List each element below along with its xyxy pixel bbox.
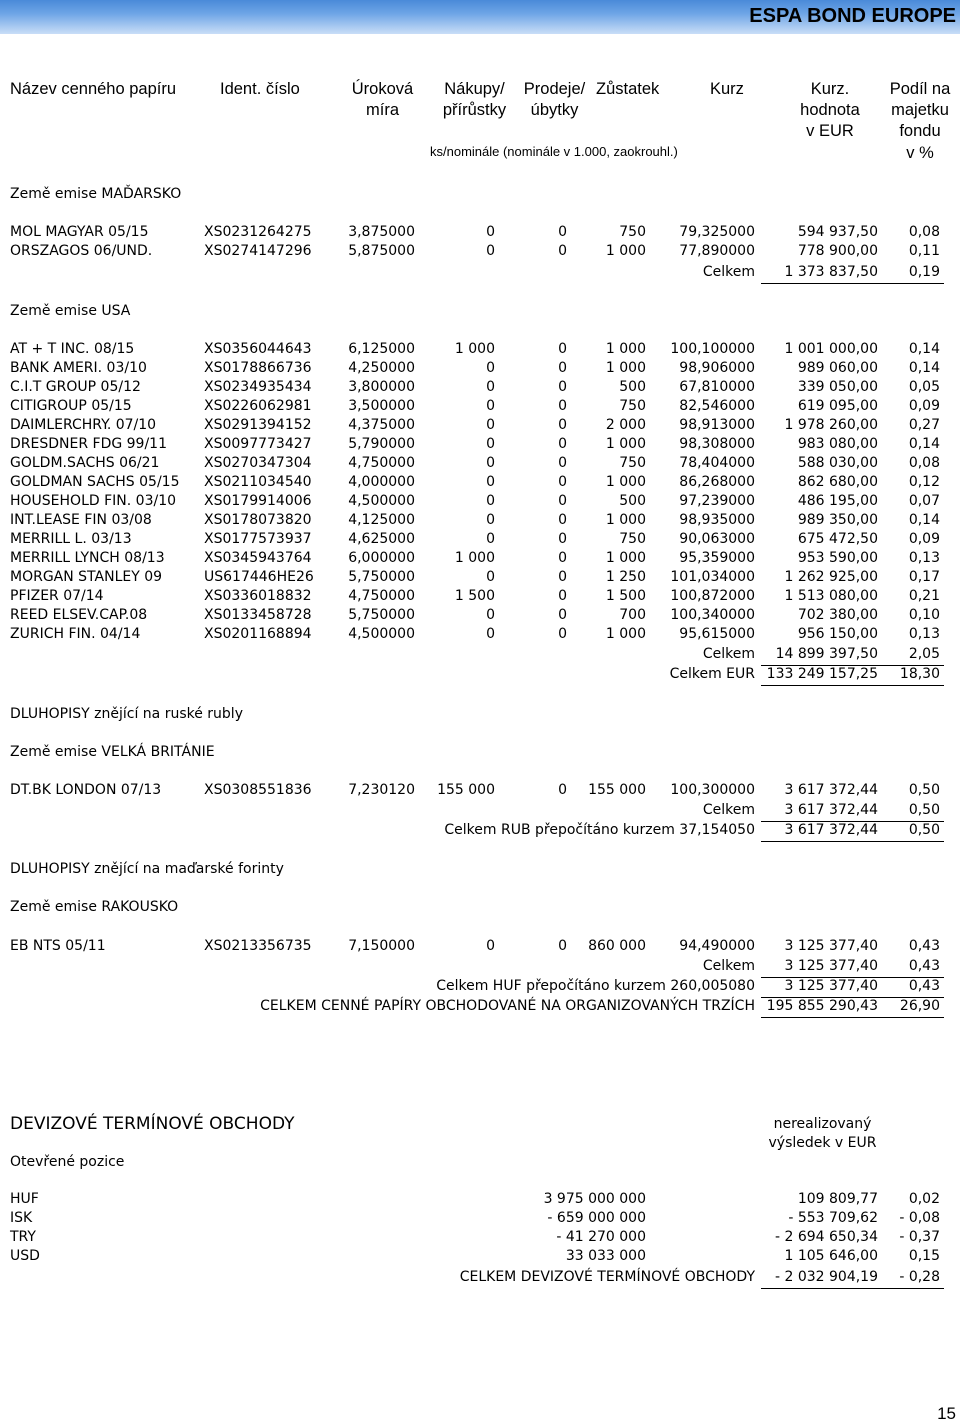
cell-price: 98,906000 bbox=[679, 360, 755, 376]
cell-name: MORGAN STANLEY 09 bbox=[10, 569, 163, 585]
cell-sells: 0 bbox=[558, 243, 567, 259]
fx-cell-share: - 0,37 bbox=[899, 1229, 940, 1245]
cell-value: 3 617 372,44 bbox=[784, 782, 878, 798]
cell-price: 98,935000 bbox=[679, 512, 755, 528]
cell-buys: 0 bbox=[486, 938, 495, 954]
total-label: Celkem RUB přepočítáno kurzem 37,154050 bbox=[444, 822, 755, 838]
cell-sells: 0 bbox=[558, 417, 567, 433]
cell-share: 0,17 bbox=[908, 569, 940, 585]
header-value-1: Kurz. bbox=[810, 80, 850, 98]
fx-cell-result: - 553 709,62 bbox=[788, 1210, 878, 1226]
total-share: 0,19 bbox=[908, 264, 940, 280]
cell-ident: XS0226062981 bbox=[204, 398, 312, 414]
cell-price: 86,268000 bbox=[679, 474, 755, 490]
header-sell-1: Prodeje/ bbox=[523, 80, 586, 98]
cell-name: GOLDMAN SACHS 05/15 bbox=[10, 474, 180, 490]
cell-share: 0,27 bbox=[908, 417, 940, 433]
cell-value: 594 937,50 bbox=[797, 224, 878, 240]
fx-cell-share: 0,02 bbox=[908, 1191, 940, 1207]
section-uk: Země emise VELKÁ BRITÁNIE bbox=[10, 744, 215, 760]
page-number: 15 bbox=[937, 1404, 956, 1423]
fx-cell-share: - 0,08 bbox=[899, 1210, 940, 1226]
cell-buys: 0 bbox=[486, 417, 495, 433]
cell-value: 619 095,00 bbox=[797, 398, 878, 414]
fx-total-share: - 0,28 bbox=[899, 1269, 940, 1285]
cell-ident: XS0270347304 bbox=[204, 455, 312, 471]
cell-value: 588 030,00 bbox=[797, 455, 878, 471]
cell-price: 78,404000 bbox=[679, 455, 755, 471]
cell-name: CITIGROUP 05/15 bbox=[10, 398, 132, 414]
cell-sells: 0 bbox=[558, 455, 567, 471]
cell-rate: 3,500000 bbox=[348, 398, 415, 414]
cell-rate: 3,875000 bbox=[348, 224, 415, 240]
cell-rate: 5,750000 bbox=[348, 569, 415, 585]
cell-rate: 4,750000 bbox=[348, 455, 415, 471]
cell-balance: 2 000 bbox=[605, 417, 646, 433]
cell-sells: 0 bbox=[558, 360, 567, 376]
cell-price: 97,239000 bbox=[679, 493, 755, 509]
cell-name: MERRILL LYNCH 08/13 bbox=[10, 550, 165, 566]
fx-col-header-2: výsledek v EUR bbox=[768, 1135, 877, 1151]
cell-buys: 0 bbox=[486, 493, 495, 509]
cell-price: 100,300000 bbox=[670, 782, 755, 798]
cell-price: 67,810000 bbox=[679, 379, 755, 395]
cell-rate: 6,125000 bbox=[348, 341, 415, 357]
cell-share: 0,43 bbox=[908, 938, 940, 954]
total-share: 18,30 bbox=[899, 666, 940, 682]
cell-ident: XS0178866736 bbox=[204, 360, 312, 376]
cell-balance: 1 000 bbox=[605, 341, 646, 357]
cell-value: 1 001 000,00 bbox=[784, 341, 878, 357]
cell-price: 98,308000 bbox=[679, 436, 755, 452]
cell-balance: 1 000 bbox=[605, 474, 646, 490]
fx-subtitle: Otevřené pozice bbox=[10, 1154, 125, 1170]
cell-price: 95,615000 bbox=[679, 626, 755, 642]
cell-sells: 0 bbox=[558, 607, 567, 623]
cell-sells: 0 bbox=[558, 782, 567, 798]
section-usa: Země emise USA bbox=[10, 303, 131, 319]
cell-share: 0,10 bbox=[908, 607, 940, 623]
cell-name: GOLDM.SACHS 06/21 bbox=[10, 455, 160, 471]
total-underline bbox=[761, 1017, 944, 1018]
cell-ident: XS0201168894 bbox=[204, 626, 312, 642]
cell-buys: 155 000 bbox=[437, 782, 495, 798]
cell-price: 100,872000 bbox=[670, 588, 755, 604]
cell-balance: 1 500 bbox=[605, 588, 646, 604]
cell-share: 0,14 bbox=[908, 341, 940, 357]
header-balance: Zůstatek bbox=[596, 80, 660, 98]
cell-ident: XS0231264275 bbox=[204, 224, 312, 240]
cell-rate: 4,500000 bbox=[348, 493, 415, 509]
total-underline bbox=[761, 283, 944, 284]
fx-cell-currency: HUF bbox=[10, 1191, 39, 1207]
cell-rate: 4,125000 bbox=[348, 512, 415, 528]
cell-share: 0,08 bbox=[908, 224, 940, 240]
header-share-4: v % bbox=[906, 144, 934, 162]
section-austria: Země emise RAKOUSKO bbox=[10, 899, 179, 915]
section-rub-bonds: DLUHOPISY znějící na ruské rubly bbox=[10, 706, 243, 722]
cell-share: 0,13 bbox=[908, 626, 940, 642]
cell-ident: XS0177573937 bbox=[204, 531, 312, 547]
cell-balance: 750 bbox=[619, 531, 646, 547]
cell-balance: 1 000 bbox=[605, 243, 646, 259]
cell-ident: US617446HE26 bbox=[204, 569, 314, 585]
cell-value: 778 900,00 bbox=[797, 243, 878, 259]
cell-share: 0,09 bbox=[908, 531, 940, 547]
fx-total-label: CELKEM DEVIZOVÉ TERMÍNOVÉ OBCHODY bbox=[459, 1269, 755, 1285]
fx-total-value: - 2 032 904,19 bbox=[774, 1269, 878, 1285]
cell-share: 0,08 bbox=[908, 455, 940, 471]
cell-price: 100,100000 bbox=[670, 341, 755, 357]
cell-balance: 500 bbox=[619, 379, 646, 395]
cell-sells: 0 bbox=[558, 531, 567, 547]
cell-share: 0,12 bbox=[908, 474, 940, 490]
cell-balance: 1 000 bbox=[605, 436, 646, 452]
cell-rate: 4,375000 bbox=[348, 417, 415, 433]
cell-share: 0,14 bbox=[908, 360, 940, 376]
cell-value: 956 150,00 bbox=[797, 626, 878, 642]
header-rate-1: Úroková bbox=[351, 80, 414, 98]
cell-buys: 0 bbox=[486, 607, 495, 623]
cell-value: 1 513 080,00 bbox=[784, 588, 878, 604]
cell-sells: 0 bbox=[558, 569, 567, 585]
cell-name: HOUSEHOLD FIN. 03/10 bbox=[10, 493, 177, 509]
total-share: 26,90 bbox=[899, 998, 940, 1014]
cell-sells: 0 bbox=[558, 938, 567, 954]
cell-price: 90,063000 bbox=[679, 531, 755, 547]
cell-name: AT + T INC. 08/15 bbox=[10, 341, 135, 357]
cell-sells: 0 bbox=[558, 379, 567, 395]
fx-cell-currency: TRY bbox=[10, 1229, 36, 1245]
fx-cell-nominal: 33 033 000 bbox=[565, 1248, 646, 1264]
cell-rate: 6,000000 bbox=[348, 550, 415, 566]
total-value: 14 899 397,50 bbox=[775, 646, 878, 662]
fx-cell-nominal: - 41 270 000 bbox=[556, 1229, 646, 1245]
cell-value: 675 472,50 bbox=[797, 531, 878, 547]
total-value: 3 125 377,40 bbox=[784, 978, 878, 994]
cell-ident: XS0274147296 bbox=[204, 243, 312, 259]
section-hungary: Země emise MAĎARSKO bbox=[10, 186, 182, 202]
cell-balance: 1 000 bbox=[605, 550, 646, 566]
cell-rate: 4,750000 bbox=[348, 588, 415, 604]
cell-ident: XS0291394152 bbox=[204, 417, 312, 433]
cell-buys: 1 000 bbox=[454, 341, 495, 357]
cell-buys: 0 bbox=[486, 243, 495, 259]
total-share: 0,50 bbox=[908, 802, 940, 818]
header-share-2: majetku bbox=[891, 101, 949, 119]
cell-balance: 155 000 bbox=[588, 782, 646, 798]
cell-sells: 0 bbox=[558, 398, 567, 414]
fx-cell-result: - 2 694 650,34 bbox=[774, 1229, 878, 1245]
total-value: 3 617 372,44 bbox=[784, 822, 878, 838]
cell-balance: 1 000 bbox=[605, 626, 646, 642]
header-buy-1: Nákupy/ bbox=[444, 80, 505, 98]
cell-price: 77,890000 bbox=[679, 243, 755, 259]
cell-value: 3 125 377,40 bbox=[784, 938, 878, 954]
cell-value: 989 060,00 bbox=[797, 360, 878, 376]
cell-rate: 5,750000 bbox=[348, 607, 415, 623]
cell-name: INT.LEASE FIN 03/08 bbox=[10, 512, 152, 528]
total-underline bbox=[761, 841, 944, 842]
cell-balance: 1 000 bbox=[605, 512, 646, 528]
cell-ident: XS0345943764 bbox=[204, 550, 312, 566]
cell-share: 0,09 bbox=[908, 398, 940, 414]
header-share-1: Podíl na bbox=[889, 80, 951, 98]
header-name: Název cenného papíru bbox=[10, 80, 177, 98]
cell-name: ORSZAGOS 06/UND. bbox=[10, 243, 153, 259]
cell-name: BANK AMERI. 03/10 bbox=[10, 360, 147, 376]
total-label: Celkem bbox=[702, 646, 755, 662]
section-huf-bonds: DLUHOPISY znějící na maďarské forinty bbox=[10, 861, 284, 877]
total-value: 3 617 372,44 bbox=[784, 802, 878, 818]
header-rate-2: míra bbox=[366, 101, 399, 119]
cell-sells: 0 bbox=[558, 224, 567, 240]
cell-buys: 0 bbox=[486, 436, 495, 452]
header-value-2: hodnota bbox=[800, 101, 860, 119]
cell-name: PFIZER 07/14 bbox=[10, 588, 104, 604]
total-label: Celkem bbox=[702, 264, 755, 280]
cell-sells: 0 bbox=[558, 493, 567, 509]
cell-rate: 3,800000 bbox=[348, 379, 415, 395]
cell-value: 983 080,00 bbox=[797, 436, 878, 452]
cell-buys: 0 bbox=[486, 455, 495, 471]
cell-buys: 0 bbox=[486, 379, 495, 395]
title-band bbox=[0, 0, 960, 34]
cell-buys: 1 000 bbox=[454, 550, 495, 566]
cell-buys: 0 bbox=[486, 474, 495, 490]
cell-price: 82,546000 bbox=[679, 398, 755, 414]
cell-ident: XS0356044643 bbox=[204, 341, 312, 357]
cell-ident: XS0234935434 bbox=[204, 379, 312, 395]
total-label: Celkem EUR bbox=[669, 666, 755, 682]
cell-balance: 500 bbox=[619, 493, 646, 509]
cell-name: MERRILL L. 03/13 bbox=[10, 531, 132, 547]
cell-balance: 1 250 bbox=[605, 569, 646, 585]
cell-name: REED ELSEV.CAP.08 bbox=[10, 607, 148, 623]
cell-name: MOL MAGYAR 05/15 bbox=[10, 224, 149, 240]
cell-ident: XS0211034540 bbox=[204, 474, 312, 490]
cell-name: DT.BK LONDON 07/13 bbox=[10, 782, 162, 798]
cell-balance: 700 bbox=[619, 607, 646, 623]
total-value: 1 373 837,50 bbox=[784, 264, 878, 280]
cell-sells: 0 bbox=[558, 436, 567, 452]
cell-ident: XS0308551836 bbox=[204, 782, 312, 798]
total-share: 2,05 bbox=[908, 646, 940, 662]
header-buy-2: přírůstky bbox=[442, 101, 507, 119]
cell-value: 1 262 925,00 bbox=[784, 569, 878, 585]
cell-value: 953 590,00 bbox=[797, 550, 878, 566]
cell-buys: 0 bbox=[486, 224, 495, 240]
cell-share: 0,14 bbox=[908, 436, 940, 452]
total-share: 0,43 bbox=[908, 978, 940, 994]
fx-cell-nominal: - 659 000 000 bbox=[547, 1210, 646, 1226]
header-value-3: v EUR bbox=[806, 122, 854, 140]
cell-share: 0,07 bbox=[908, 493, 940, 509]
total-share: 0,50 bbox=[908, 822, 940, 838]
total-value: 195 855 290,43 bbox=[766, 998, 878, 1014]
cell-value: 702 380,00 bbox=[797, 607, 878, 623]
cell-buys: 1 500 bbox=[454, 588, 495, 604]
cell-sells: 0 bbox=[558, 341, 567, 357]
cell-rate: 7,230120 bbox=[348, 782, 415, 798]
fx-cell-nominal: 3 975 000 000 bbox=[543, 1191, 646, 1207]
cell-name: ZURICH FIN. 04/14 bbox=[10, 626, 141, 642]
cell-sells: 0 bbox=[558, 626, 567, 642]
cell-rate: 5,790000 bbox=[348, 436, 415, 452]
cell-buys: 0 bbox=[486, 398, 495, 414]
cell-sells: 0 bbox=[558, 550, 567, 566]
fx-cell-currency: ISK bbox=[10, 1210, 33, 1226]
cell-value: 1 978 260,00 bbox=[784, 417, 878, 433]
fx-cell-result: 109 809,77 bbox=[797, 1191, 878, 1207]
cell-rate: 4,250000 bbox=[348, 360, 415, 376]
header-share-3: fondu bbox=[899, 122, 941, 140]
cell-price: 94,490000 bbox=[679, 938, 755, 954]
cell-price: 101,034000 bbox=[670, 569, 755, 585]
cell-ident: XS0179914006 bbox=[204, 493, 312, 509]
total-label: Celkem bbox=[702, 802, 755, 818]
cell-share: 0,13 bbox=[908, 550, 940, 566]
total-value: 3 125 377,40 bbox=[784, 958, 878, 974]
cell-name: DAIMLERCHRY. 07/10 bbox=[10, 417, 157, 433]
cell-balance: 750 bbox=[619, 398, 646, 414]
cell-rate: 7,150000 bbox=[348, 938, 415, 954]
cell-ident: XS0178073820 bbox=[204, 512, 312, 528]
cell-buys: 0 bbox=[486, 626, 495, 642]
cell-buys: 0 bbox=[486, 531, 495, 547]
cell-ident: XS0336018832 bbox=[204, 588, 312, 604]
cell-name: DRESDNER FDG 99/11 bbox=[10, 436, 167, 452]
document-title: ESPA BOND EUROPE bbox=[749, 5, 956, 27]
fx-title: DEVIZOVÉ TERMÍNOVÉ OBCHODY bbox=[10, 1114, 295, 1134]
cell-ident: XS0097773427 bbox=[204, 436, 312, 452]
cell-rate: 4,500000 bbox=[348, 626, 415, 642]
cell-share: 0,21 bbox=[908, 588, 940, 604]
header-rate-kurz: Kurz bbox=[710, 80, 744, 98]
cell-share: 0,14 bbox=[908, 512, 940, 528]
header-ident: Ident. číslo bbox=[220, 80, 300, 98]
total-underline bbox=[761, 685, 944, 686]
cell-rate: 4,000000 bbox=[348, 474, 415, 490]
cell-price: 79,325000 bbox=[679, 224, 755, 240]
cell-rate: 4,625000 bbox=[348, 531, 415, 547]
cell-share: 0,50 bbox=[908, 782, 940, 798]
cell-ident: XS0133458728 bbox=[204, 607, 312, 623]
cell-rate: 5,875000 bbox=[348, 243, 415, 259]
cell-price: 98,913000 bbox=[679, 417, 755, 433]
total-share: 0,43 bbox=[908, 958, 940, 974]
fx-cell-share: 0,15 bbox=[908, 1248, 940, 1264]
fx-cell-result: 1 105 646,00 bbox=[784, 1248, 878, 1264]
fx-cell-currency: USD bbox=[10, 1248, 40, 1264]
cell-buys: 0 bbox=[486, 360, 495, 376]
cell-sells: 0 bbox=[558, 588, 567, 604]
header-note: ks/nominále (nominále v 1.000, zaokrouhl.) bbox=[430, 144, 678, 159]
cell-value: 486 195,00 bbox=[797, 493, 878, 509]
cell-price: 95,359000 bbox=[679, 550, 755, 566]
total-label: CELKEM CENNÉ PAPÍRY OBCHODOVANÉ NA ORGANIZOVANÝCH TRZÍCH bbox=[260, 998, 755, 1014]
cell-balance: 860 000 bbox=[588, 938, 646, 954]
cell-balance: 750 bbox=[619, 455, 646, 471]
total-label: Celkem bbox=[702, 958, 755, 974]
cell-buys: 0 bbox=[486, 512, 495, 528]
fx-col-header-1: nerealizovaný bbox=[773, 1116, 872, 1132]
cell-share: 0,05 bbox=[908, 379, 940, 395]
cell-price: 100,340000 bbox=[670, 607, 755, 623]
cell-buys: 0 bbox=[486, 569, 495, 585]
cell-name: C.I.T GROUP 05/12 bbox=[10, 379, 141, 395]
cell-sells: 0 bbox=[558, 474, 567, 490]
cell-value: 339 050,00 bbox=[797, 379, 878, 395]
cell-value: 862 680,00 bbox=[797, 474, 878, 490]
total-label: Celkem HUF přepočítáno kurzem 260,005080 bbox=[436, 978, 755, 994]
cell-ident: XS0213356735 bbox=[204, 938, 312, 954]
header-sell-2: úbytky bbox=[530, 101, 579, 119]
fx-total-underline bbox=[761, 1288, 944, 1289]
cell-balance: 1 000 bbox=[605, 360, 646, 376]
cell-name: EB NTS 05/11 bbox=[10, 938, 106, 954]
cell-share: 0,11 bbox=[908, 243, 940, 259]
cell-balance: 750 bbox=[619, 224, 646, 240]
total-value: 133 249 157,25 bbox=[766, 666, 878, 682]
cell-sells: 0 bbox=[558, 512, 567, 528]
cell-value: 989 350,00 bbox=[797, 512, 878, 528]
